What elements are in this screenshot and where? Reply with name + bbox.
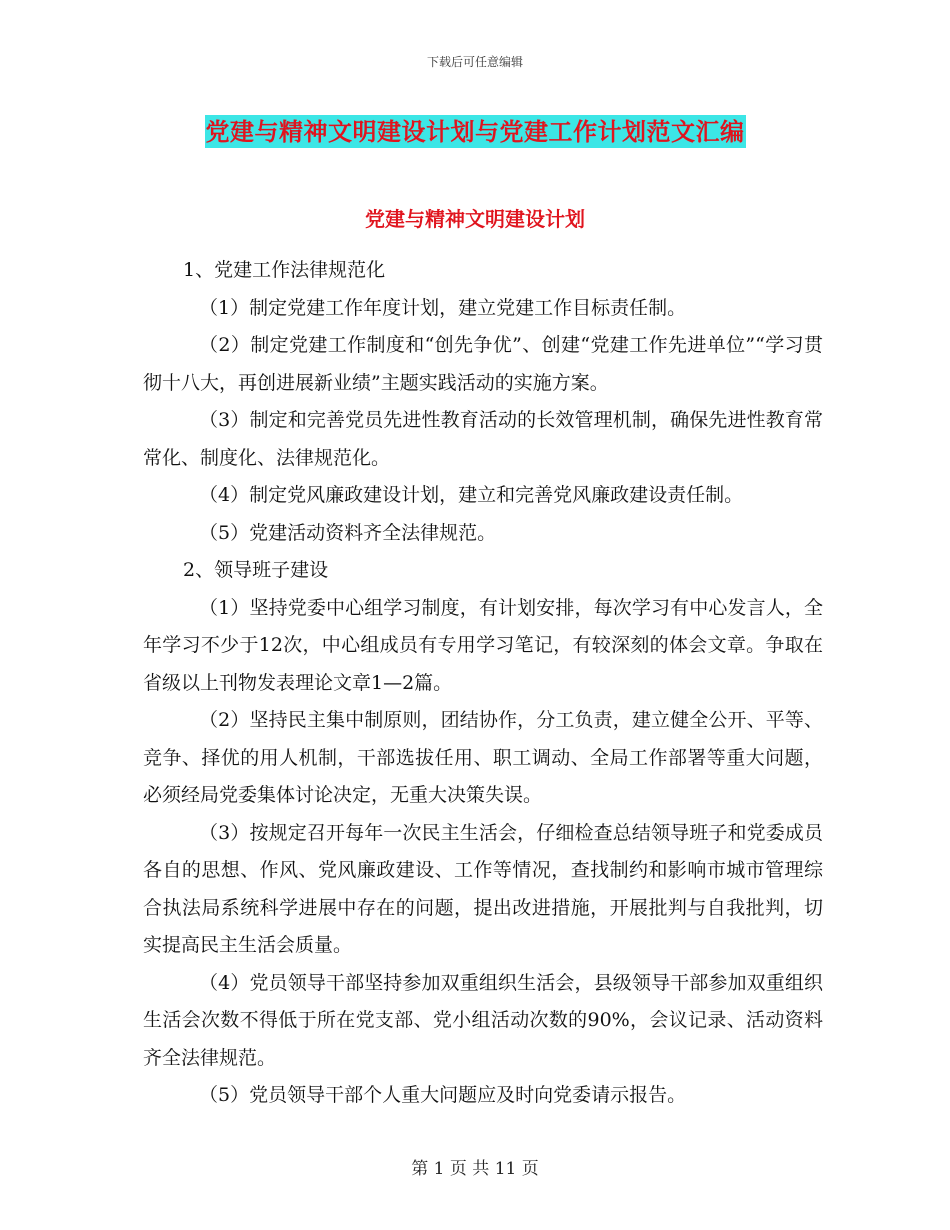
paragraph: 1、党建工作法律规范化	[183, 259, 386, 281]
paragraph: （2）制定党建工作制度和“创先争优”、创建“党建工作先进单位”“学习贯彻十八大，再创进展新业绩”主题实践活动的实施方案。	[143, 334, 823, 394]
paragraph: （3）制定和完善党员先进性教育活动的长效管理机制，确保先进性教育常常化、制度化、法律规范化。	[143, 409, 823, 469]
document-title	[0, 112, 950, 147]
paragraph: 2、领导班子建设	[183, 559, 329, 581]
paragraph: （1）制定党建工作年度计划，建立党建工作目标责任制。	[199, 296, 687, 319]
paragraph: （2）坚持民主集中制原则，团结协作，分工负责，建立健全公开、平等、竞争、择优的用人机制，干部选拔任用、职工调动、全局工作部署等重大问题，必须经局党委集体讨论决定，无重大决策失误。	[143, 709, 823, 806]
page-footer: 第 1 页 共 11 页	[411, 1159, 539, 1179]
header-note: 下载后可任意编辑	[426, 55, 523, 69]
paragraph: （3）按规定召开每年一次民主生活会，仔细检查总结领导班子和党委成员各自的思想、作风、党风廉政建设、工作等情况，查找制约和影响市城市管理综合执法局系统科学进展中存在的问题，提出改进措施，开展批判与自我批判，切实提高民主生活会质量。	[143, 821, 823, 956]
paragraph: （4）制定党风廉政建设计划，建立和完善党风廉政建设责任制。	[199, 484, 744, 506]
section-title: 党建与精神文明建设计划	[365, 207, 585, 231]
paragraph: （5）党员领导干部个人重大问题应及时向党委请示报告。	[199, 1084, 687, 1106]
paragraph: （5）党建活动资料齐全法律规范。	[199, 521, 497, 544]
document-title-text: 党建与精神文明建设计划与党建工作计划范文汇编	[205, 117, 745, 146]
document-body	[143, 252, 823, 1115]
paragraph: （4）党员领导干部坚持参加双重组织生活会，县级领导干部参加双重组织生活会次数不得低于所在党支部、党小组活动次数的90%，会议记录、活动资料齐全法律规范。	[143, 971, 823, 1069]
paragraph: （1）坚持党委中心组学习制度，有计划安排，每次学习有中心发言人，全年学习不少于12次，中心组成员有专用学习笔记，有较深刻的体会文章。争取在省级以上刊物发表理论文章1—2篇。	[143, 596, 823, 694]
